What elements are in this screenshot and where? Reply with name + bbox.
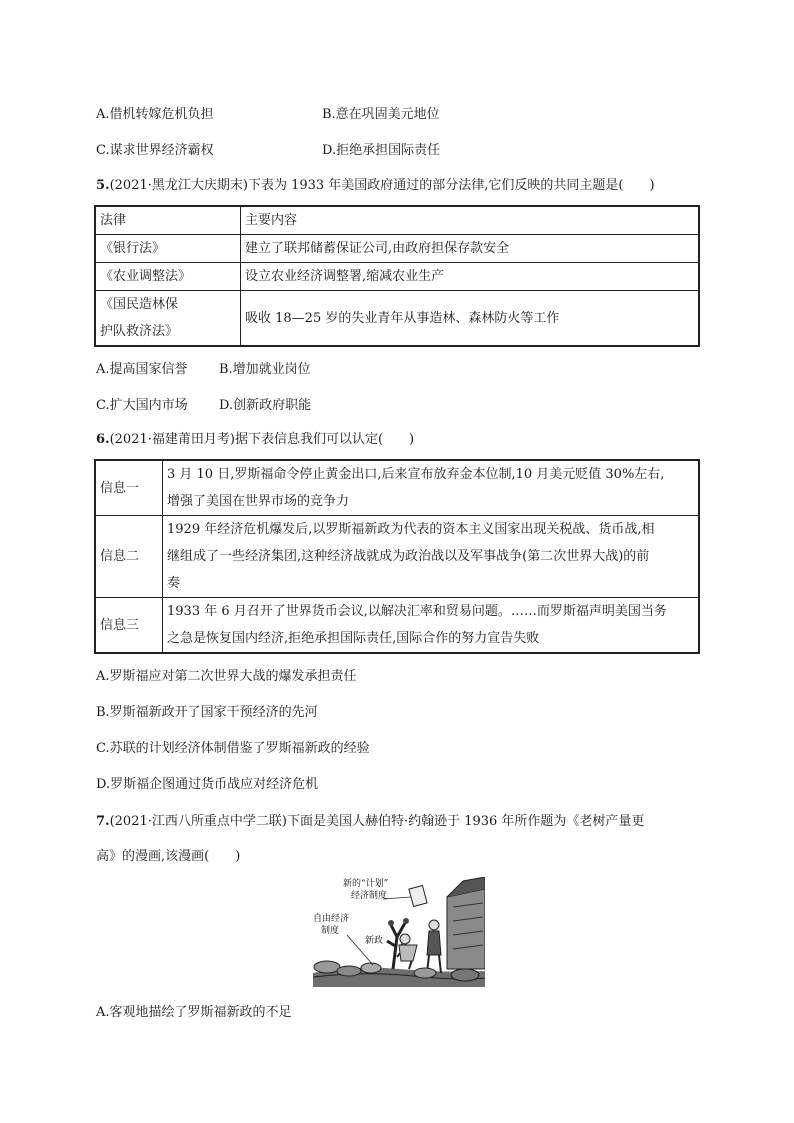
q6-option-a: A.罗斯福应对第二次世界大战的爆发承担责任 (96, 669, 357, 684)
table-cell-line: 3 月 10 日,罗斯福命令停止黄金出口,后来宣布放弃金本位制,10 月美元贬值 30%左右, (167, 467, 665, 482)
q5-option-d: D.创新政府职能 (219, 398, 312, 413)
q4-option-d: D.拒绝承担国际责任 (322, 143, 441, 158)
q7-stem-line1 (96, 813, 644, 831)
cartoon-label-free: 自由经济 (313, 914, 350, 924)
table-label: 信息三 (95, 598, 163, 654)
table-label: 信息一 (95, 460, 163, 516)
cartoon-label-free2: 制度 (321, 926, 340, 936)
cartoon-label-newdeal: 新政 (365, 936, 384, 946)
q5-stem-text: (2021·黑龙江大庆期末)下表为 1933 年美国政府通过的部分法律,它们反映的共同主题是( ) (109, 178, 655, 193)
q7-number: 7. (96, 814, 110, 829)
table-cell: 《农业调整法》 (95, 263, 241, 291)
q5-stem (96, 177, 655, 195)
table-cell-line: 之急是恢复国内经济,拒绝承担国际责任,国际合作的努力宣告失败 (167, 631, 540, 646)
q4-option-c: C.谋求世界经济霸权 (96, 143, 214, 158)
table-row (95, 235, 699, 263)
q7-option-a: A.客观地描绘了罗斯福新政的不足 (96, 1005, 292, 1020)
table-cell-line: 护队救济法》 (100, 324, 179, 339)
table-cell (163, 598, 700, 654)
table-row (95, 516, 699, 598)
table-cell (163, 516, 700, 598)
table-cell: 设立农业经济调整署,缩减农业生产 (241, 263, 700, 291)
table-cell-line: 增强了美国在世界市场的竞争力 (167, 494, 350, 509)
q5-option-b: B.增加就业岗位 (219, 362, 311, 377)
q5-option-a: A.提高国家信誉 (96, 362, 188, 377)
q6-stem-text: (2021·福建莆田月考)据下表信息我们可以认定( ) (109, 432, 415, 447)
cartoon-label-plan: 新的“计划” (343, 879, 389, 889)
table-row (95, 263, 699, 291)
q7-stem-line2: 高》的漫画,该漫画( ) (96, 849, 241, 864)
q6-info-table (94, 459, 700, 654)
old-tree-cartoon (313, 877, 485, 987)
table-row (95, 291, 699, 347)
table-row (95, 598, 699, 654)
table-cell-line: 《国民造林保 (100, 297, 179, 312)
table-header-law: 法律 (95, 206, 241, 235)
table-cell-line: 奏 (167, 576, 181, 591)
q6-option-b: B.罗斯福新政开了国家干预经济的先河 (96, 705, 318, 720)
q5-number: 5. (96, 178, 110, 193)
q6-number: 6. (96, 432, 110, 447)
table-cell: 建立了联邦储蓄保证公司,由政府担保存款安全 (241, 235, 700, 263)
q5-law-table (94, 205, 700, 347)
q4-option-a: A.借机转嫁危机负担 (96, 107, 214, 122)
table-row (95, 206, 699, 235)
table-cell (163, 460, 700, 516)
q7-stem-text: (2021·江西八所重点中学二联)下面是美国人赫伯特·约翰逊于 1936 年所作题为《老树产量更 (109, 814, 645, 829)
cartoon-label-plan2: 经济制度 (351, 891, 388, 901)
q4-option-b: B.意在巩固美元地位 (322, 107, 440, 122)
table-cell: 《银行法》 (95, 235, 241, 263)
table-header-content: 主要内容 (241, 206, 700, 235)
table-row (95, 460, 699, 516)
table-cell (95, 291, 241, 347)
q6-option-d: D.罗斯福企图通过货币战应对经济危机 (96, 777, 319, 792)
q6-option-c: C.苏联的计划经济体制借鉴了罗斯福新政的经验 (96, 741, 370, 756)
table-cell-line: 1929 年经济危机爆发后,以罗斯福新政为代表的资本主义国家出现关税战、货币战,相 (167, 522, 655, 537)
q5-option-c: C.扩大国内市场 (96, 398, 188, 413)
table-label: 信息二 (95, 516, 163, 598)
table-cell-line: 继组成了一些经济集团,这种经济战就成为政治战以及军事战争(第二次世界大战)的前 (167, 549, 650, 564)
table-cell: 吸收 18—25 岁的失业青年从事造林、森林防火等工作 (241, 291, 700, 347)
q6-stem (96, 431, 414, 449)
table-cell-line: 1933 年 6 月召开了世界货币会议,以解决汇率和贸易问题。……而罗斯福声明美国当务 (167, 604, 667, 619)
